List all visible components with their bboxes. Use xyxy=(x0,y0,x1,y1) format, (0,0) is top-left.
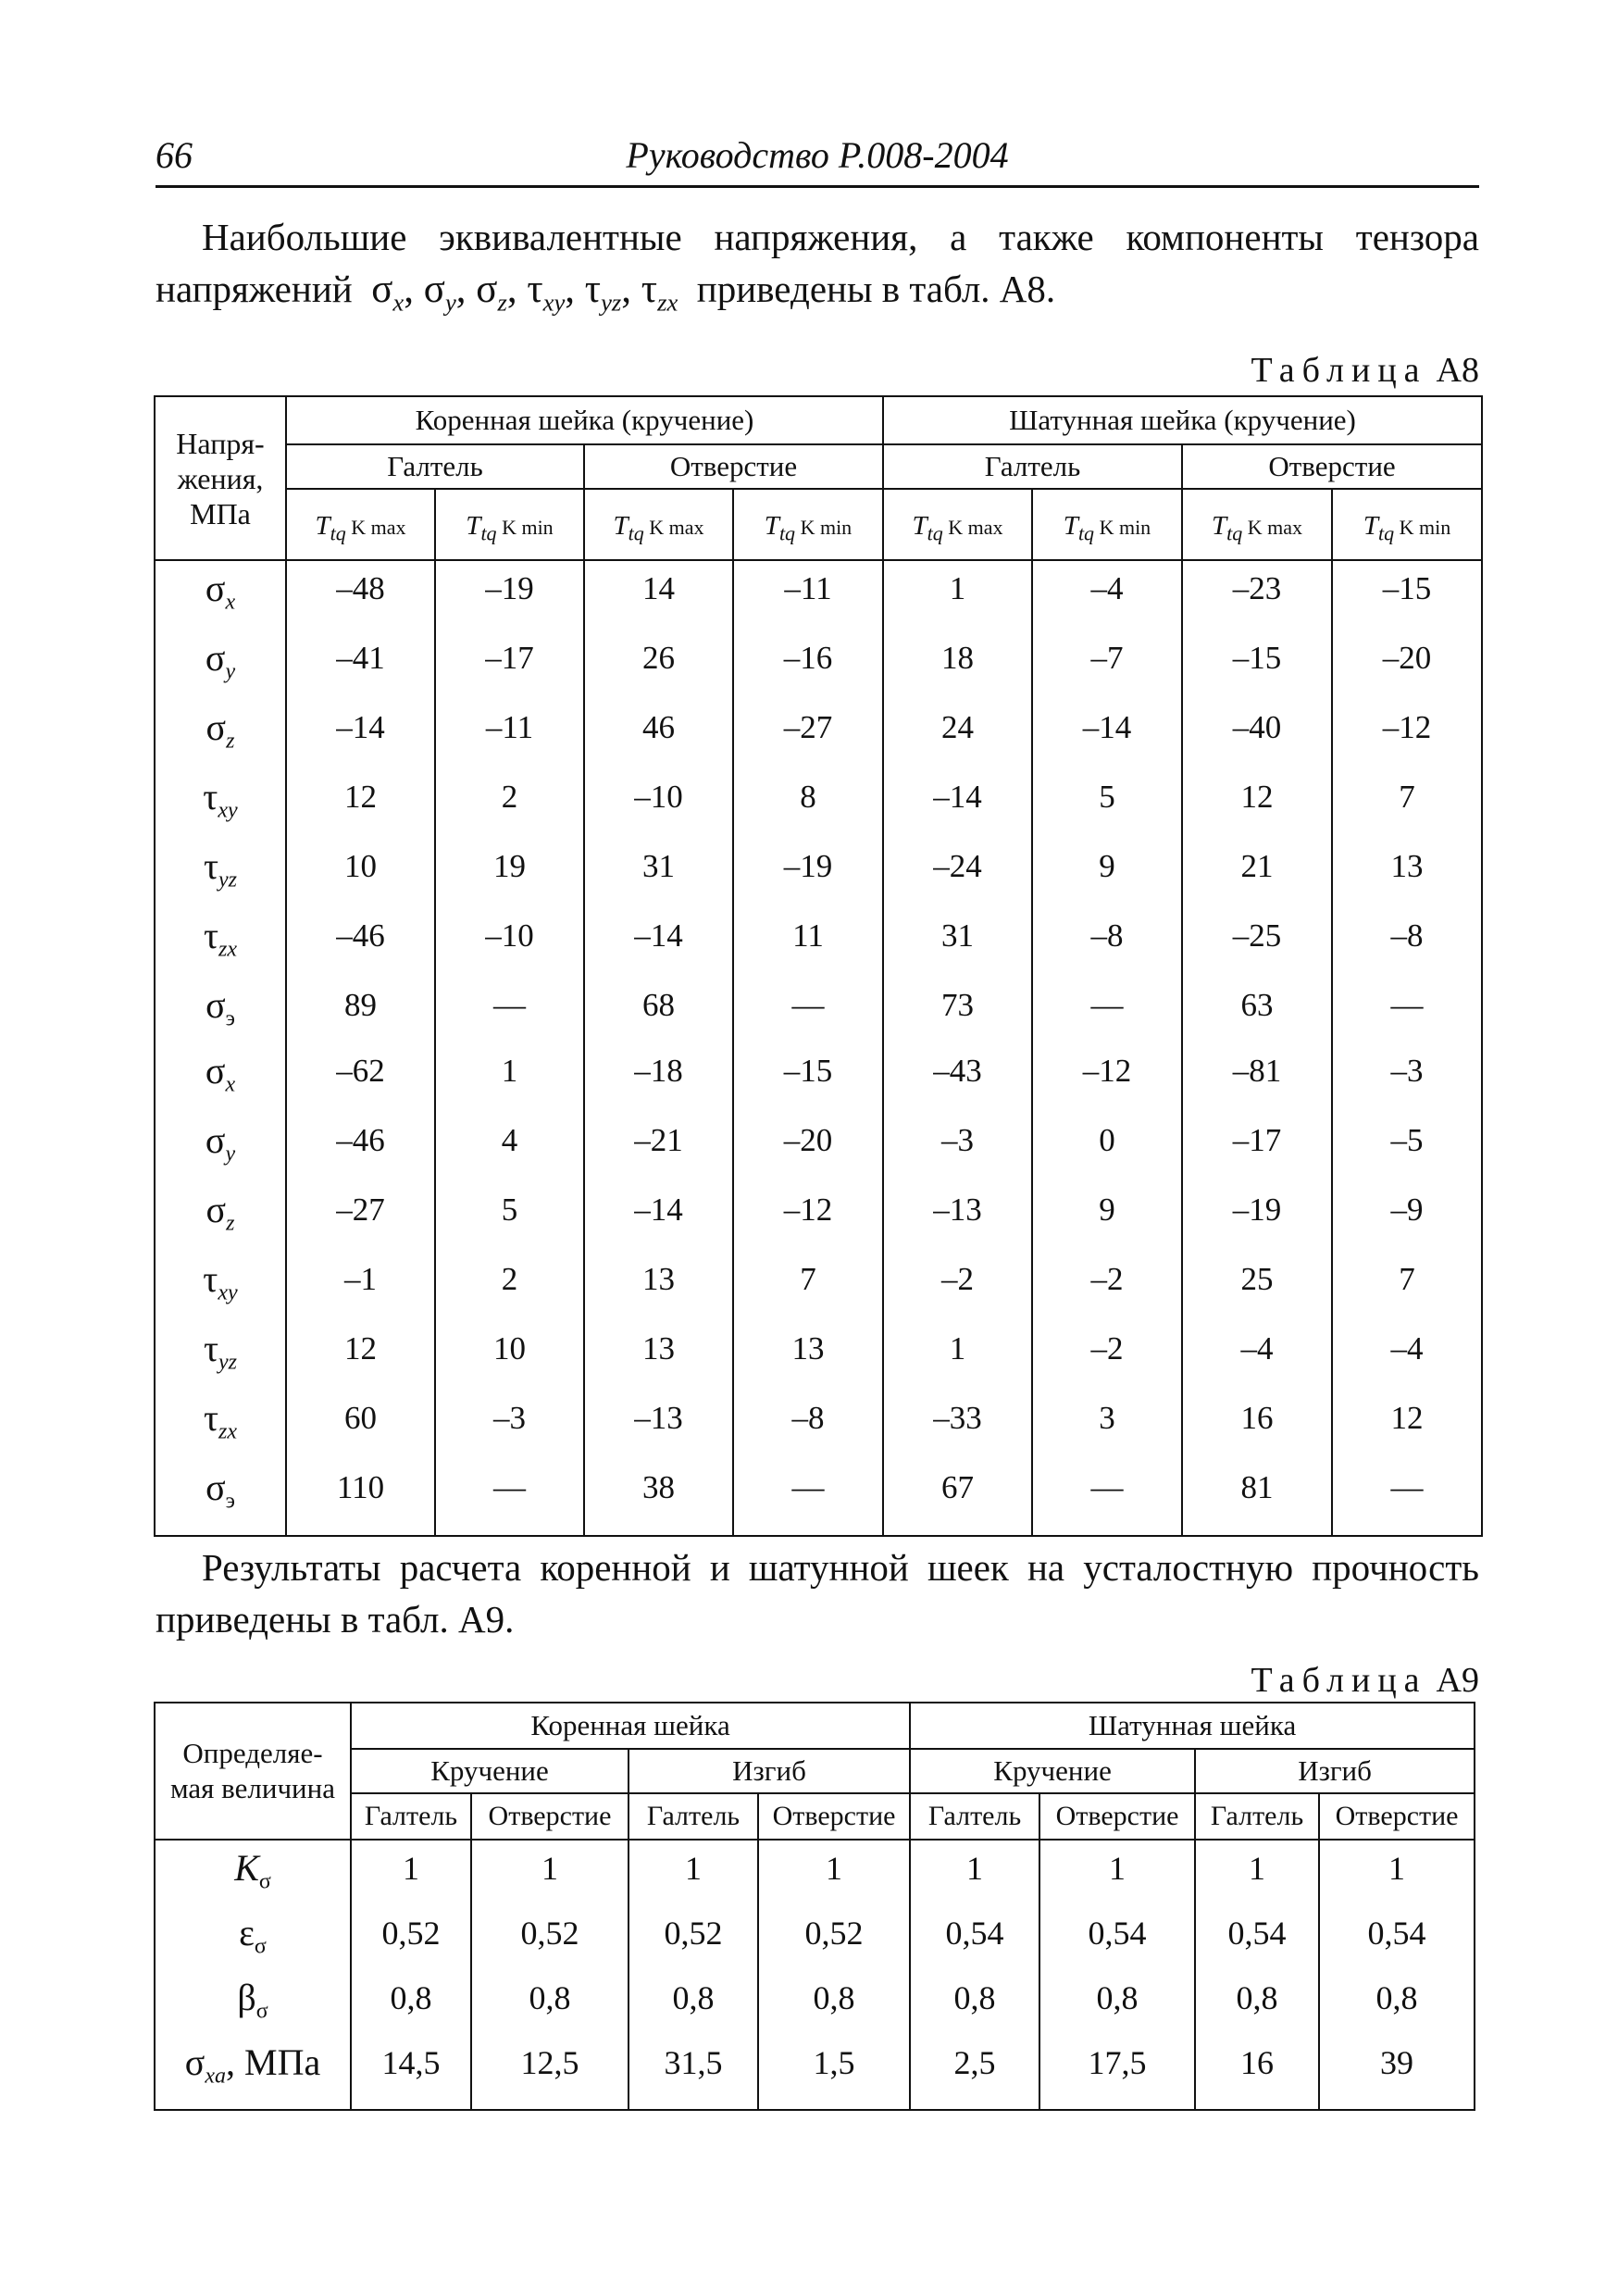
table-cell: 11 xyxy=(792,917,824,954)
table-cell: –14 xyxy=(933,779,982,815)
table-cell: — xyxy=(493,987,526,1023)
table-cell: 0,8 xyxy=(1375,1979,1418,2016)
table-cell: 2,5 xyxy=(953,2044,996,2081)
row-symbol: $\sigma_y$ xyxy=(205,1119,236,1167)
row-symbol: $\tau_{zx}$ xyxy=(203,915,238,962)
table-cell: 2 xyxy=(501,779,518,815)
table-cell: –20 xyxy=(783,1122,833,1158)
table-cell: 0,8 xyxy=(1236,1979,1278,2016)
table-cell: 0,54 xyxy=(1367,1915,1426,1952)
value-column xyxy=(1332,560,1482,1536)
table-cell: 1 xyxy=(685,1850,702,1887)
subgroup-header: Изгиб xyxy=(629,1749,910,1793)
row-symbol: $\tau_{yz}$ xyxy=(203,845,238,892)
value-column xyxy=(1182,560,1332,1536)
table-cell: — xyxy=(1090,987,1124,1023)
table-cell: 0,8 xyxy=(390,1979,432,2016)
table-cell: –3 xyxy=(1390,1053,1424,1089)
table-cell: 1,5 xyxy=(813,2044,855,2081)
table-cell: –15 xyxy=(783,1053,833,1089)
table-cell: 1 xyxy=(541,1850,558,1887)
table-cell: –14 xyxy=(634,1192,683,1228)
table-cell: –19 xyxy=(783,848,833,884)
table-cell: 1 xyxy=(949,1330,966,1366)
table-a9-body-row xyxy=(155,1840,1475,2110)
table-cell: –27 xyxy=(336,1192,385,1228)
table-cell: 1 xyxy=(966,1850,984,1887)
table-cell: –15 xyxy=(1382,570,1432,606)
table-cell: 9 xyxy=(1099,848,1115,884)
table-cell: –8 xyxy=(791,1400,825,1436)
row-symbol: $\sigma_э$ xyxy=(205,1466,235,1514)
table-cell: — xyxy=(1390,1469,1424,1505)
table-cell: 0 xyxy=(1099,1122,1115,1158)
table-cell: 13 xyxy=(791,1330,825,1366)
table-cell: 0,54 xyxy=(945,1915,1004,1952)
table-cell: 31 xyxy=(642,848,675,884)
middle-paragraph xyxy=(156,1541,1479,1645)
subgroup-header: Галтель xyxy=(883,444,1182,489)
table-cell: 89 xyxy=(344,987,377,1023)
table-cell: –4 xyxy=(1390,1330,1424,1366)
table-cell: 0,8 xyxy=(813,1979,855,2016)
middle-line-1: Результаты расчета коренной и шатунной шеек на усталостную прочность xyxy=(202,1546,1479,1589)
running-header xyxy=(156,130,1479,188)
table-a9 xyxy=(154,1702,1475,2111)
table-cell: –21 xyxy=(634,1122,683,1158)
column-header: Галтель xyxy=(1195,1793,1319,1840)
table-cell: –4 xyxy=(1240,1330,1274,1366)
table-cell: –18 xyxy=(634,1053,683,1089)
page-number: 66 xyxy=(156,134,193,176)
subgroup-header: Отверстие xyxy=(584,444,883,489)
row-symbol: $\varepsilon_\sigma$ xyxy=(239,1912,267,1959)
group-header: Коренная шейка xyxy=(351,1703,910,1749)
table-cell: — xyxy=(1090,1469,1124,1505)
intro-line-1: Наибольшие эквивалентные напряжения, а также компоненты тензора xyxy=(202,216,1479,258)
table-cell: 26 xyxy=(642,640,675,676)
table-cell: 73 xyxy=(941,987,974,1023)
table-cell: –13 xyxy=(933,1192,982,1228)
table-cell: 60 xyxy=(344,1400,377,1436)
table-cell: –46 xyxy=(336,1122,385,1158)
table-cell: 46 xyxy=(642,709,675,745)
table-cell: 19 xyxy=(493,848,526,884)
table-cell: 110 xyxy=(336,1469,385,1505)
column-header: $T_{tq}$ K max xyxy=(286,489,435,560)
value-column xyxy=(1319,1840,1475,2110)
table-cell: –40 xyxy=(1232,709,1282,745)
table-cell: 1 xyxy=(501,1053,518,1089)
intro-paragraph xyxy=(156,211,1479,316)
table-cell: 67 xyxy=(941,1469,974,1505)
table-cell: — xyxy=(1390,987,1424,1023)
column-header: Галтель xyxy=(629,1793,758,1840)
table-cell: 7 xyxy=(1399,1261,1415,1297)
table-cell: 5 xyxy=(1099,779,1115,815)
table-cell: –2 xyxy=(1090,1330,1124,1366)
table-cell: –12 xyxy=(1082,1053,1132,1089)
value-column xyxy=(1039,1840,1195,2110)
table-cell: 39 xyxy=(1380,2044,1414,2081)
column-header: $T_{tq}$ K min xyxy=(1332,489,1482,560)
table-cell: 12 xyxy=(1240,779,1274,815)
table-cell: — xyxy=(791,987,825,1023)
row-symbol: $\tau_{xy}$ xyxy=(203,1258,238,1305)
subgroup-header: Кручение xyxy=(351,1749,629,1793)
value-column xyxy=(1032,560,1182,1536)
table-cell: –14 xyxy=(1082,709,1132,745)
row-symbol: $\sigma_x$ xyxy=(205,568,236,615)
table-cell: –25 xyxy=(1232,917,1282,954)
stress-components: $\sigma_x$, $\sigma_y$, $\sigma_z$, $\tau_{xy}$, $\tau_{yz}$, $\tau_{zx}$ xyxy=(371,268,678,317)
table-cell: 38 xyxy=(642,1469,675,1505)
table-cell: –14 xyxy=(336,709,385,745)
subgroup-header: Кручение xyxy=(910,1749,1195,1793)
table-cell: –9 xyxy=(1390,1192,1424,1228)
table-cell: 0,8 xyxy=(1096,1979,1139,2016)
column-header: Отверстие xyxy=(1039,1793,1195,1840)
table-cell: –43 xyxy=(933,1053,982,1089)
column-header: $T_{tq}$ K max xyxy=(584,489,733,560)
table-cell: 4 xyxy=(501,1122,518,1158)
table-cell: –16 xyxy=(783,640,833,676)
table-cell: — xyxy=(493,1469,526,1505)
value-column xyxy=(471,1840,629,2110)
table-cell: 13 xyxy=(1390,848,1424,884)
column-header: Отверстие xyxy=(471,1793,629,1840)
value-column xyxy=(351,1840,471,2110)
table-a9-caption: Таблица А9 xyxy=(1251,1661,1479,1700)
table-cell: 24 xyxy=(941,709,974,745)
table-cell: 0,52 xyxy=(804,1915,864,1952)
table-cell: –1 xyxy=(344,1261,377,1297)
middle-line-2: приведены в табл. А9. xyxy=(156,1598,515,1641)
column-header: Отверстие xyxy=(1319,1793,1475,1840)
table-cell: 0,54 xyxy=(1088,1915,1147,1952)
table-cell: –10 xyxy=(485,917,534,954)
row-symbol: $\sigma_z$ xyxy=(205,706,235,754)
table-cell: –11 xyxy=(784,570,832,606)
table-cell: 25 xyxy=(1240,1261,1274,1297)
table-cell: 1 xyxy=(403,1850,419,1887)
column-header: $T_{tq}$ K min xyxy=(733,489,883,560)
table-cell: –14 xyxy=(634,917,683,954)
table-cell: 18 xyxy=(941,640,974,676)
group-header: Коренная шейка (кручение) xyxy=(286,396,883,444)
value-column xyxy=(733,560,883,1536)
table-cell: –46 xyxy=(336,917,385,954)
subgroup-header: Галтель xyxy=(286,444,584,489)
row-symbol: $\sigma_z$ xyxy=(205,1189,235,1236)
table-cell: 17,5 xyxy=(1088,2044,1147,2081)
table-a8-body-row xyxy=(155,560,1482,1536)
value-column xyxy=(910,1840,1039,2110)
table-cell: 0,52 xyxy=(381,1915,441,1952)
table-cell: –3 xyxy=(493,1400,526,1436)
group-header: Шатунная шейка (кручение) xyxy=(883,396,1482,444)
table-cell: 31 xyxy=(941,917,974,954)
table-cell: 0,8 xyxy=(672,1979,715,2016)
table-cell: –17 xyxy=(1232,1122,1282,1158)
table-cell: 68 xyxy=(642,987,675,1023)
column-header: Галтель xyxy=(351,1793,471,1840)
table-cell: 0,8 xyxy=(953,1979,996,2016)
table-cell: 5 xyxy=(501,1192,518,1228)
table-cell: 1 xyxy=(1109,1850,1126,1887)
table-cell: –11 xyxy=(485,709,534,745)
row-labels xyxy=(155,560,286,1536)
subgroup-header: Изгиб xyxy=(1195,1749,1475,1793)
table-cell: 2 xyxy=(501,1261,518,1297)
table-cell: 13 xyxy=(642,1330,675,1366)
table-cell: 7 xyxy=(800,1261,816,1297)
table-cell: 8 xyxy=(800,779,816,815)
column-header: $T_{tq}$ K max xyxy=(1182,489,1332,560)
table-cell: 1 xyxy=(1388,1850,1406,1887)
table-cell: –17 xyxy=(485,640,534,676)
table-cell: 12 xyxy=(1390,1400,1424,1436)
table-cell: 7 xyxy=(1399,779,1415,815)
table-cell: 0,54 xyxy=(1227,1915,1287,1952)
table-cell: –19 xyxy=(1232,1192,1282,1228)
value-column xyxy=(629,1840,758,2110)
table-cell: –19 xyxy=(485,570,534,606)
row-symbol: $\tau_{yz}$ xyxy=(203,1328,238,1375)
table-cell: –3 xyxy=(941,1122,974,1158)
value-column xyxy=(435,560,584,1536)
table-cell: 16 xyxy=(1240,2044,1275,2081)
value-column xyxy=(1195,1840,1319,2110)
table-cell: –5 xyxy=(1390,1122,1424,1158)
row-symbol: $\tau_{xy}$ xyxy=(203,776,238,823)
table-cell: –81 xyxy=(1232,1053,1282,1089)
table-cell: –33 xyxy=(933,1400,982,1436)
table-cell: –2 xyxy=(941,1261,974,1297)
row-symbol: $\sigma_x$ xyxy=(205,1050,236,1097)
row-labels xyxy=(155,1840,351,2110)
row-symbol: $K_\sigma$ xyxy=(234,1847,271,1894)
column-header: $T_{tq}$ K max xyxy=(883,489,1032,560)
corner-header: Определяе- мая величина xyxy=(155,1703,351,1840)
column-header: $T_{tq}$ K min xyxy=(1032,489,1182,560)
value-column xyxy=(286,560,435,1536)
table-cell: 81 xyxy=(1240,1469,1274,1505)
table-cell: 16 xyxy=(1240,1400,1274,1436)
table-cell: 12 xyxy=(344,779,377,815)
table-cell: –2 xyxy=(1090,1261,1124,1297)
table-cell: 13 xyxy=(642,1261,675,1297)
table-cell: –8 xyxy=(1390,917,1424,954)
value-column xyxy=(758,1840,910,2110)
column-header: Отверстие xyxy=(758,1793,910,1840)
table-cell: –10 xyxy=(634,779,683,815)
row-symbol: $\tau_{zx}$ xyxy=(203,1397,238,1444)
intro-line-2: напряжений $\sigma_x$, $\sigma_y$, $\sigma_z$, $\tau_{xy}$, $\tau_{yz}$, $\tau_{zx}$ приведены в табл. А8. xyxy=(156,268,1056,317)
table-cell: –48 xyxy=(336,570,385,606)
value-column xyxy=(584,560,733,1536)
table-cell: 10 xyxy=(344,848,377,884)
table-cell: –8 xyxy=(1090,917,1124,954)
table-cell: –4 xyxy=(1090,570,1124,606)
table-cell: 14,5 xyxy=(381,2044,441,2081)
table-cell: –27 xyxy=(783,709,833,745)
group-header: Шатунная шейка xyxy=(910,1703,1475,1749)
table-cell: 63 xyxy=(1240,987,1274,1023)
table-cell: –23 xyxy=(1232,570,1282,606)
table-cell: 1 xyxy=(826,1850,843,1887)
subgroup-header: Отверстие xyxy=(1182,444,1482,489)
table-cell: 14 xyxy=(642,570,675,606)
column-header: Галтель xyxy=(910,1793,1039,1840)
table-cell: 1 xyxy=(1249,1850,1266,1887)
table-cell: 31,5 xyxy=(664,2044,723,2081)
table-cell: –12 xyxy=(783,1192,833,1228)
table-cell: 12,5 xyxy=(520,2044,579,2081)
corner-header: Напря- жения, МПа xyxy=(155,396,286,560)
table-cell: 0,52 xyxy=(664,1915,723,1952)
table-cell: –7 xyxy=(1090,640,1124,676)
table-cell: –20 xyxy=(1382,640,1432,676)
table-cell: –12 xyxy=(1382,709,1432,745)
table-cell: 1 xyxy=(949,570,966,606)
table-cell: 10 xyxy=(493,1330,526,1366)
row-symbol: $\beta_\sigma$ xyxy=(237,1977,268,2024)
table-cell: –24 xyxy=(933,848,982,884)
table-cell: — xyxy=(791,1469,825,1505)
table-cell: –15 xyxy=(1232,640,1282,676)
table-cell: –41 xyxy=(336,640,385,676)
table-cell: 21 xyxy=(1240,848,1274,884)
table-cell: 0,8 xyxy=(529,1979,571,2016)
table-a8 xyxy=(154,395,1483,1537)
value-column xyxy=(883,560,1032,1536)
table-cell: 0,52 xyxy=(520,1915,579,1952)
row-symbol: $\sigma_{xa}$, МПа xyxy=(184,2041,321,2089)
row-symbol: $\sigma_y$ xyxy=(205,637,236,684)
table-cell: –13 xyxy=(634,1400,683,1436)
table-cell: 9 xyxy=(1099,1192,1115,1228)
column-header: $T_{tq}$ K min xyxy=(435,489,584,560)
running-title: Руководство Р.008-2004 xyxy=(626,134,1009,176)
row-symbol: $\sigma_э$ xyxy=(205,984,235,1031)
table-cell: 12 xyxy=(344,1330,377,1366)
table-cell: 3 xyxy=(1099,1400,1115,1436)
table-a8-caption: Таблица А8 xyxy=(1251,351,1479,390)
table-cell: –62 xyxy=(336,1053,385,1089)
